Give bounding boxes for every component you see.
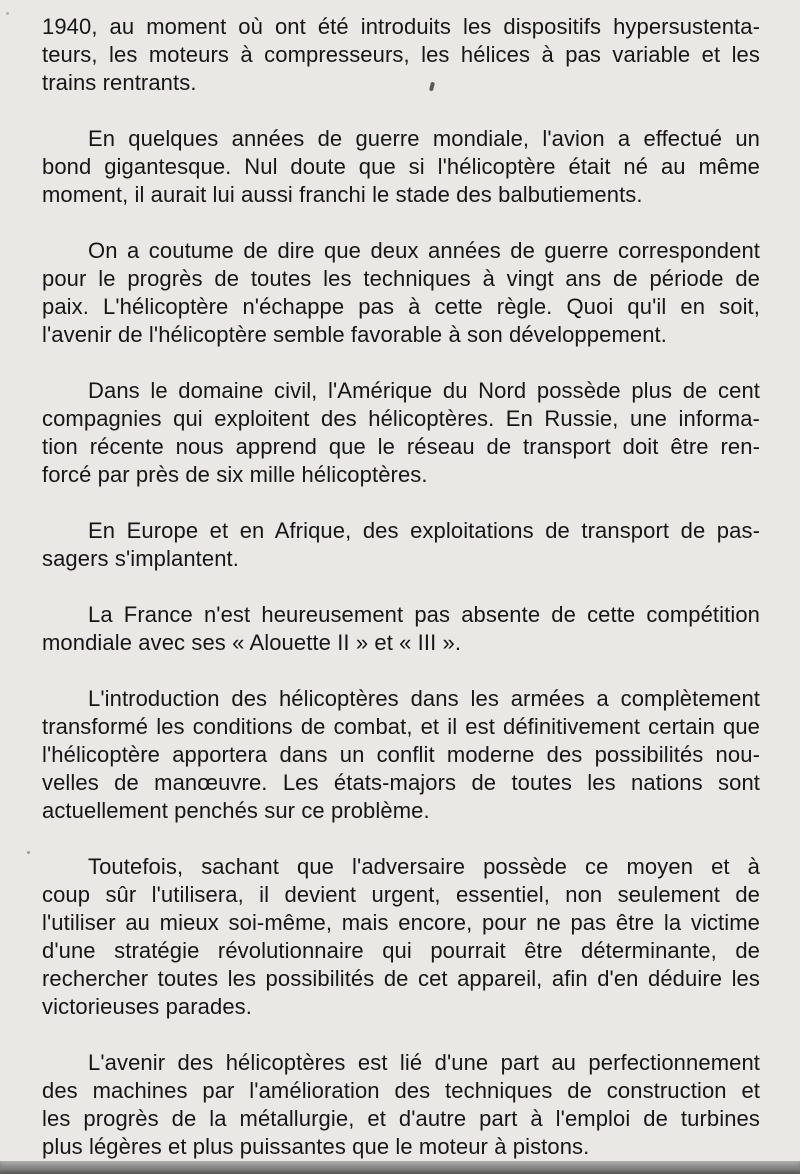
text-line: tion récente nous apprend que le réseau de transport doit être ren-: [42, 434, 760, 459]
text-line: sagers s'implantent.: [42, 546, 239, 571]
text-line: les progrès de la métallurgie, et d'autre part à l'emploi de turbines: [42, 1106, 760, 1131]
text-line: En quelques années de guerre mondiale, l'avion a effectué un: [88, 126, 760, 151]
text-line: bond gigantesque. Nul doute que si l'hélicoptère était né au même: [42, 154, 760, 179]
paragraph-3: [42, 237, 760, 349]
paragraph-1: [42, 13, 760, 97]
paragraph-5: [42, 517, 760, 573]
text-line: coup sûr l'utilisera, il devient urgent, essentiel, non seulement de: [42, 882, 760, 907]
text-line: moment, il aurait lui aussi franchi le stade des balbutiements.: [42, 182, 643, 207]
text-line: trains rentrants.: [42, 70, 197, 95]
text-line: transformé les conditions de combat, et il est définitivement certain que: [42, 714, 760, 739]
text-line: mondiale avec ses « Alouette II » et « III ».: [42, 630, 462, 655]
paragraph-2: [42, 125, 760, 209]
text-line: rechercher toutes les possibilités de cet appareil, afin d'en déduire les: [42, 966, 760, 991]
scan-speck: [27, 851, 30, 854]
text-line: paix. L'hélicoptère n'échappe pas à cette règle. Quoi qu'il en soit,: [42, 294, 760, 319]
text-line: On a coutume de dire que deux années de guerre correspondent: [88, 238, 760, 263]
paragraph-7: [42, 685, 760, 825]
text-line: pour le progrès de toutes les techniques à vingt ans de période de: [42, 266, 760, 291]
paragraph-6: [42, 601, 760, 657]
text-line: En Europe et en Afrique, des exploitations de transport de pas-: [88, 518, 760, 543]
text-line: des machines par l'amélioration des techniques de construction et: [42, 1078, 760, 1103]
text-line: victorieuses parades.: [42, 994, 252, 1019]
text-line: actuellement penchés sur ce problème.: [42, 798, 430, 823]
text-line: L'introduction des hélicoptères dans les armées a complètement: [88, 686, 760, 711]
text-line: La France n'est heureusement pas absente de cette compétition: [88, 602, 760, 627]
scan-speck: [6, 12, 9, 15]
text-line: forcé par près de six mille hélicoptères.: [42, 462, 428, 487]
text-line: 1940, au moment où ont été introduits les dispositifs hypersustenta-: [42, 14, 760, 39]
text-line: L'avenir des hélicoptères est lié d'une part au perfectionnement: [88, 1050, 760, 1075]
text-line: plus légères et plus puissantes que le moteur à pistons.: [42, 1134, 590, 1159]
text-line: l'avenir de l'hélicoptère semble favorable à son développement.: [42, 322, 667, 347]
text-line: teurs, les moteurs à compresseurs, les hélices à pas variable et les: [42, 42, 760, 67]
text-line: l'hélicoptère apportera dans un conflit moderne des possibilités nou-: [42, 742, 760, 767]
text-line: Dans le domaine civil, l'Amérique du Nord possède plus de cent: [88, 378, 760, 403]
paragraph-9: [42, 1049, 760, 1161]
scan-edge-shadow: [0, 1161, 800, 1174]
text-line: l'utiliser au mieux soi-même, mais encore, pour ne pas être la victime: [42, 910, 760, 935]
paragraph-8: [42, 853, 760, 1021]
text-line: Toutefois, sachant que l'adversaire possède ce moyen et à: [88, 854, 760, 879]
text-line: velles de manœuvre. Les états-majors de toutes les nations sont: [42, 770, 760, 795]
text-line: compagnies qui exploitent des hélicoptères. En Russie, une informa-: [42, 406, 760, 431]
text-line: d'une stratégie révolutionnaire qui pourrait être déterminante, de: [42, 938, 760, 963]
paragraph-4: [42, 377, 760, 489]
